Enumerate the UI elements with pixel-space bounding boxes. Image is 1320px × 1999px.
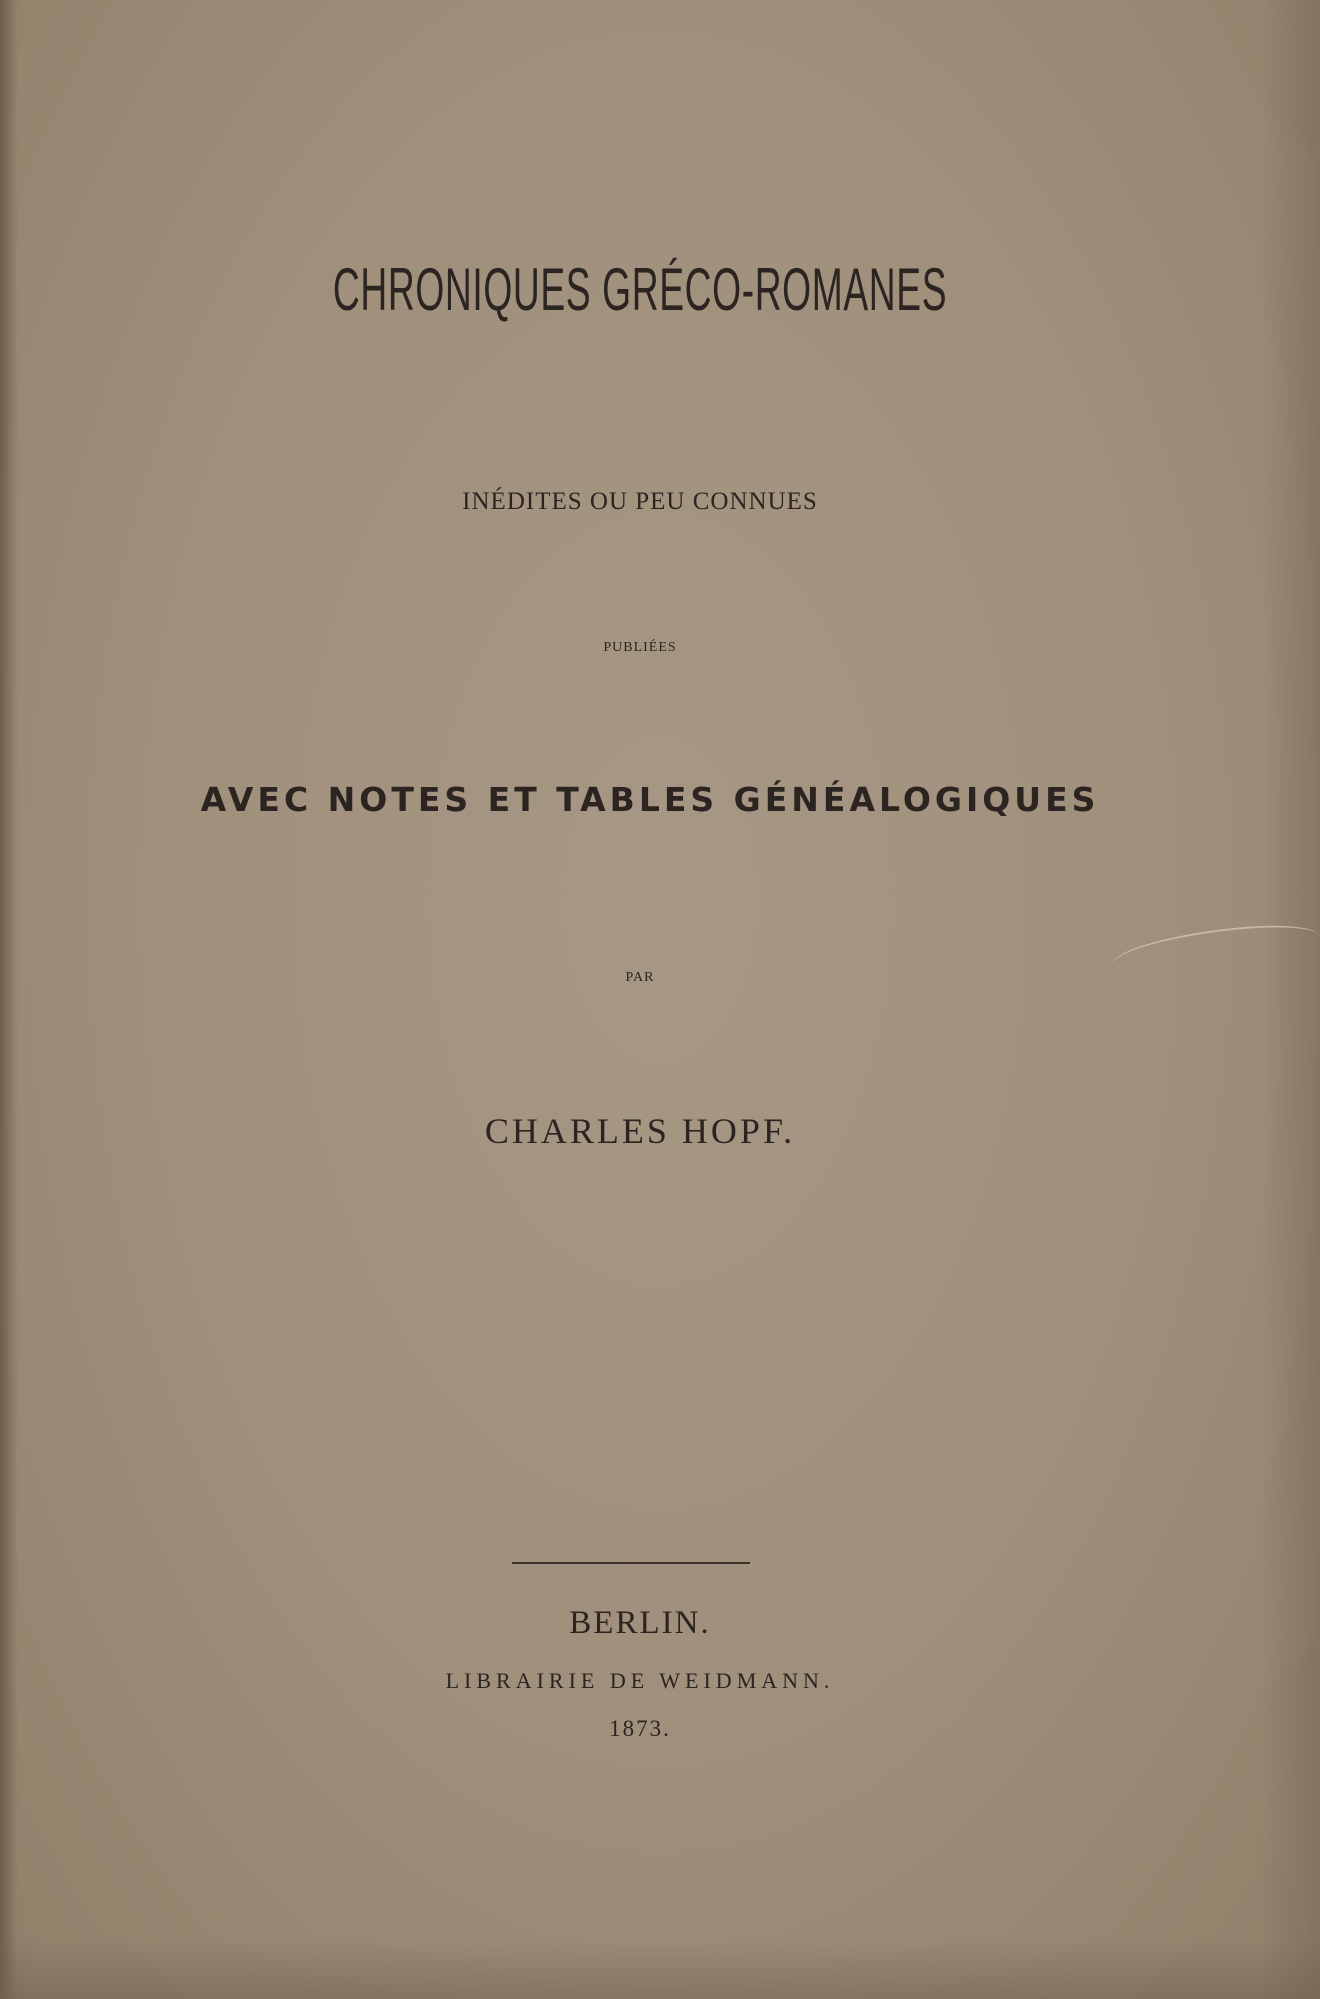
divider-rule (512, 1562, 750, 1564)
published-label: PUBLIÉES (603, 640, 677, 655)
notes-line: AVEC NOTES ET TABLES GÉNÉALOGIQUES (200, 780, 1100, 819)
page-right-edge-shadow (1260, 0, 1320, 1999)
author-name: CHARLES HOPF. (484, 1111, 796, 1151)
book-subtitle: INÉDITES OU PEU CONNUES (462, 488, 818, 515)
publication-year: 1873. (609, 1716, 671, 1741)
book-title: CHRONIQUES GRÉCO-ROMANES (332, 256, 948, 323)
publisher-name: LIBRAIRIE DE WEIDMANN. (445, 1668, 835, 1693)
by-label: PAR (625, 970, 655, 985)
page-left-edge-shadow (0, 0, 18, 1999)
page-bottom-edge-shadow (0, 1939, 1320, 1999)
publication-city: BERLIN. (569, 1605, 711, 1641)
